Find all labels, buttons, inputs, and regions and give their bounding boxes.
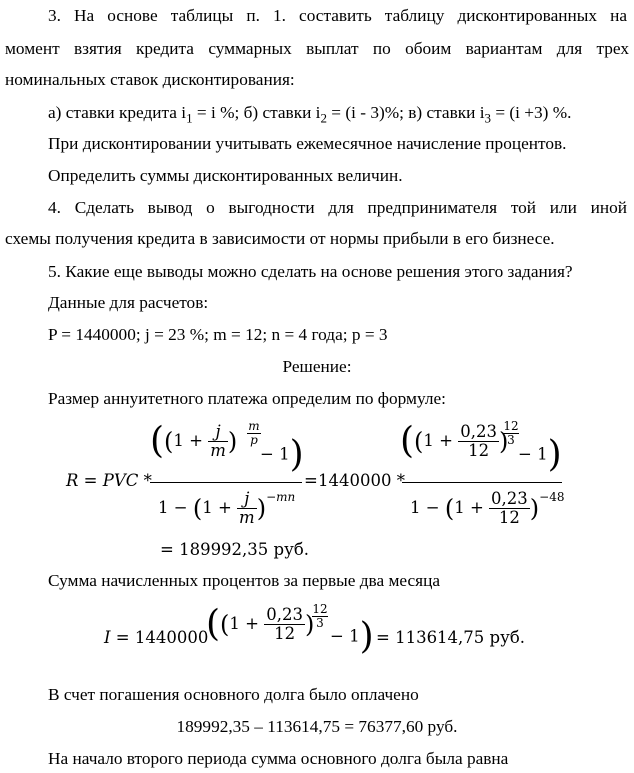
formula1-lhs: R = PVC *: [66, 471, 152, 490]
rate-a-value: = i %; б) ставки i: [192, 103, 321, 122]
f1-rate-over-periods-den: [489, 490, 530, 527]
paragraph-3-line-3: номинальных ставок дисконтирования:: [5, 70, 295, 89]
rates-line: [48, 103, 571, 128]
f1-m-den: m: [239, 508, 255, 527]
f1-periods: 12: [468, 441, 490, 460]
f1-minus-one-c: − 1): [518, 434, 562, 475]
f1-exp-m: m: [248, 419, 260, 433]
f1-exp-p: p: [250, 433, 258, 447]
f2-result: = 113614,75 руб.: [376, 628, 525, 647]
rate-b-sub: 2: [320, 110, 327, 126]
f1-one-b: 1: [279, 444, 290, 464]
paragraph-4-line-2: схемы получения кредита в зависимости от нормы прибыли в его бизнесе.: [5, 229, 555, 248]
paragraph-5: 5. Какие еще выводы можно сделать на основе решения этого задания?: [48, 262, 573, 281]
f1-plus-d: +: [469, 498, 484, 517]
solution-heading: Решение:: [282, 357, 352, 376]
second-period-note: На начало второго периода сумма основного долга была равна: [48, 749, 509, 768]
f1-one-d: 1: [202, 498, 213, 517]
formula1-right-denominator: 1 − (1 + $\frac{0,23}{12}$ )$^{-48}$: [410, 489, 565, 527]
f1-plus-c: +: [439, 431, 453, 450]
f1-rate: 0,23: [460, 422, 497, 441]
f1-exp-m-over-p: [247, 420, 261, 447]
f1-plus-b: +: [217, 498, 232, 517]
f1-result: = 189992,35 руб.: [160, 540, 309, 559]
f1-one-a: 1: [173, 431, 184, 450]
rate-a-label: а) ставки кредита i: [48, 103, 187, 122]
f2-periods: 12: [274, 624, 296, 643]
f1-exp-12-over-3: [503, 420, 519, 447]
paragraph-4-line-1: 4. Сделать вывод о выгодности для предпринимателя той или иной: [48, 198, 627, 217]
principal-intro: В счет погашения основного долга было оплачено: [48, 685, 419, 704]
f1-periods-den: 12: [498, 508, 520, 527]
f1-m: m: [210, 441, 226, 460]
f1-plus-a: +: [189, 431, 203, 450]
annuity-intro: Размер аннуитетного платежа определим по формуле:: [48, 389, 446, 408]
f1-minus-one-a: − 1): [260, 434, 304, 475]
f1-exp-12: 12: [503, 419, 519, 433]
f1-one-h: 1: [454, 498, 465, 517]
f1-j: j: [208, 423, 228, 442]
principal-calculation: 189992,35 – 113614,75 = 76377,60 руб.: [176, 717, 458, 736]
f1-equals: =: [304, 471, 318, 490]
f1-minus-a: −: [260, 444, 274, 464]
f1-one-g: 1: [410, 498, 421, 517]
f2-rate: 0,23: [266, 605, 303, 624]
formula2-lhs: [104, 628, 208, 647]
f1-exp-mn: −mn: [266, 490, 296, 504]
monthly-note: При дисконтировании учитывать ежемесячное начисление процентов.: [48, 134, 567, 153]
formula2-body: ((1 + $\frac{0,23}{12}$ ): [206, 603, 315, 645]
formula1-right-numerator: ((1 + $\frac{0,23}{12}$ ): [400, 420, 509, 462]
formula1-left-numerator: ((1 + $\frac{j}{m}$ ): [150, 420, 238, 462]
f1-j-over-m-den: [237, 490, 257, 527]
data-values: P = 1440000; j = 23 %; m = 12; n = 4 года; p = 3: [48, 325, 388, 344]
f1-right-fraction-bar: [402, 482, 562, 483]
f1-left-fraction-bar: [150, 482, 302, 483]
f2-symbol-i: I: [104, 628, 111, 647]
f1-minus-b: −: [173, 498, 188, 517]
f1-exp-3: 3: [507, 433, 515, 447]
f1-exp-48: −48: [539, 490, 565, 504]
rate-c-sub: 3: [484, 110, 491, 126]
formula1-left-denominator: 1 − (1 + $\frac{j}{m}$ )$^{-mn}$: [158, 489, 296, 527]
f2-exp-12-over-3: [312, 603, 328, 630]
rate-c-value: = (i +3) %.: [491, 103, 572, 122]
f2-lhs-rest: = 1440000: [110, 628, 209, 647]
f2-rate-over-periods: [264, 606, 305, 643]
rate-a-sub: 1: [186, 110, 193, 126]
interest-intro: Сумма начисленных процентов за первые два месяца: [48, 571, 441, 590]
f1-principal: 1440000 *: [318, 471, 405, 490]
f1-j-over-m: [208, 423, 228, 460]
f1-one-c: 1: [158, 498, 169, 517]
f1-one-e: 1: [423, 431, 434, 450]
data-label: Данные для расчетов:: [48, 293, 209, 312]
f2-exp-3: 3: [316, 616, 324, 630]
paragraph-3-line-2: момент взятия кредита суммарных выплат по обоим вариантам для трех: [5, 39, 629, 58]
determine-note: Определить суммы дисконтированных величин.: [48, 166, 403, 185]
f1-minus-d: −: [425, 498, 440, 517]
paragraph-3-line-1: 3. На основе таблицы п. 1. составить таблицу дисконтированных на: [48, 6, 627, 25]
f1-rate-over-periods: [458, 423, 499, 460]
f2-minus-one: − 1): [330, 616, 374, 657]
f1-j-den: j: [237, 490, 257, 509]
f2-exp-12: 12: [312, 602, 328, 616]
f1-one-f: 1: [537, 444, 548, 464]
f1-rate-den: 0,23: [491, 489, 528, 508]
f1-minus-c: −: [518, 444, 532, 464]
rate-b-value: = (i - 3)%; в) ставки i: [326, 103, 485, 122]
